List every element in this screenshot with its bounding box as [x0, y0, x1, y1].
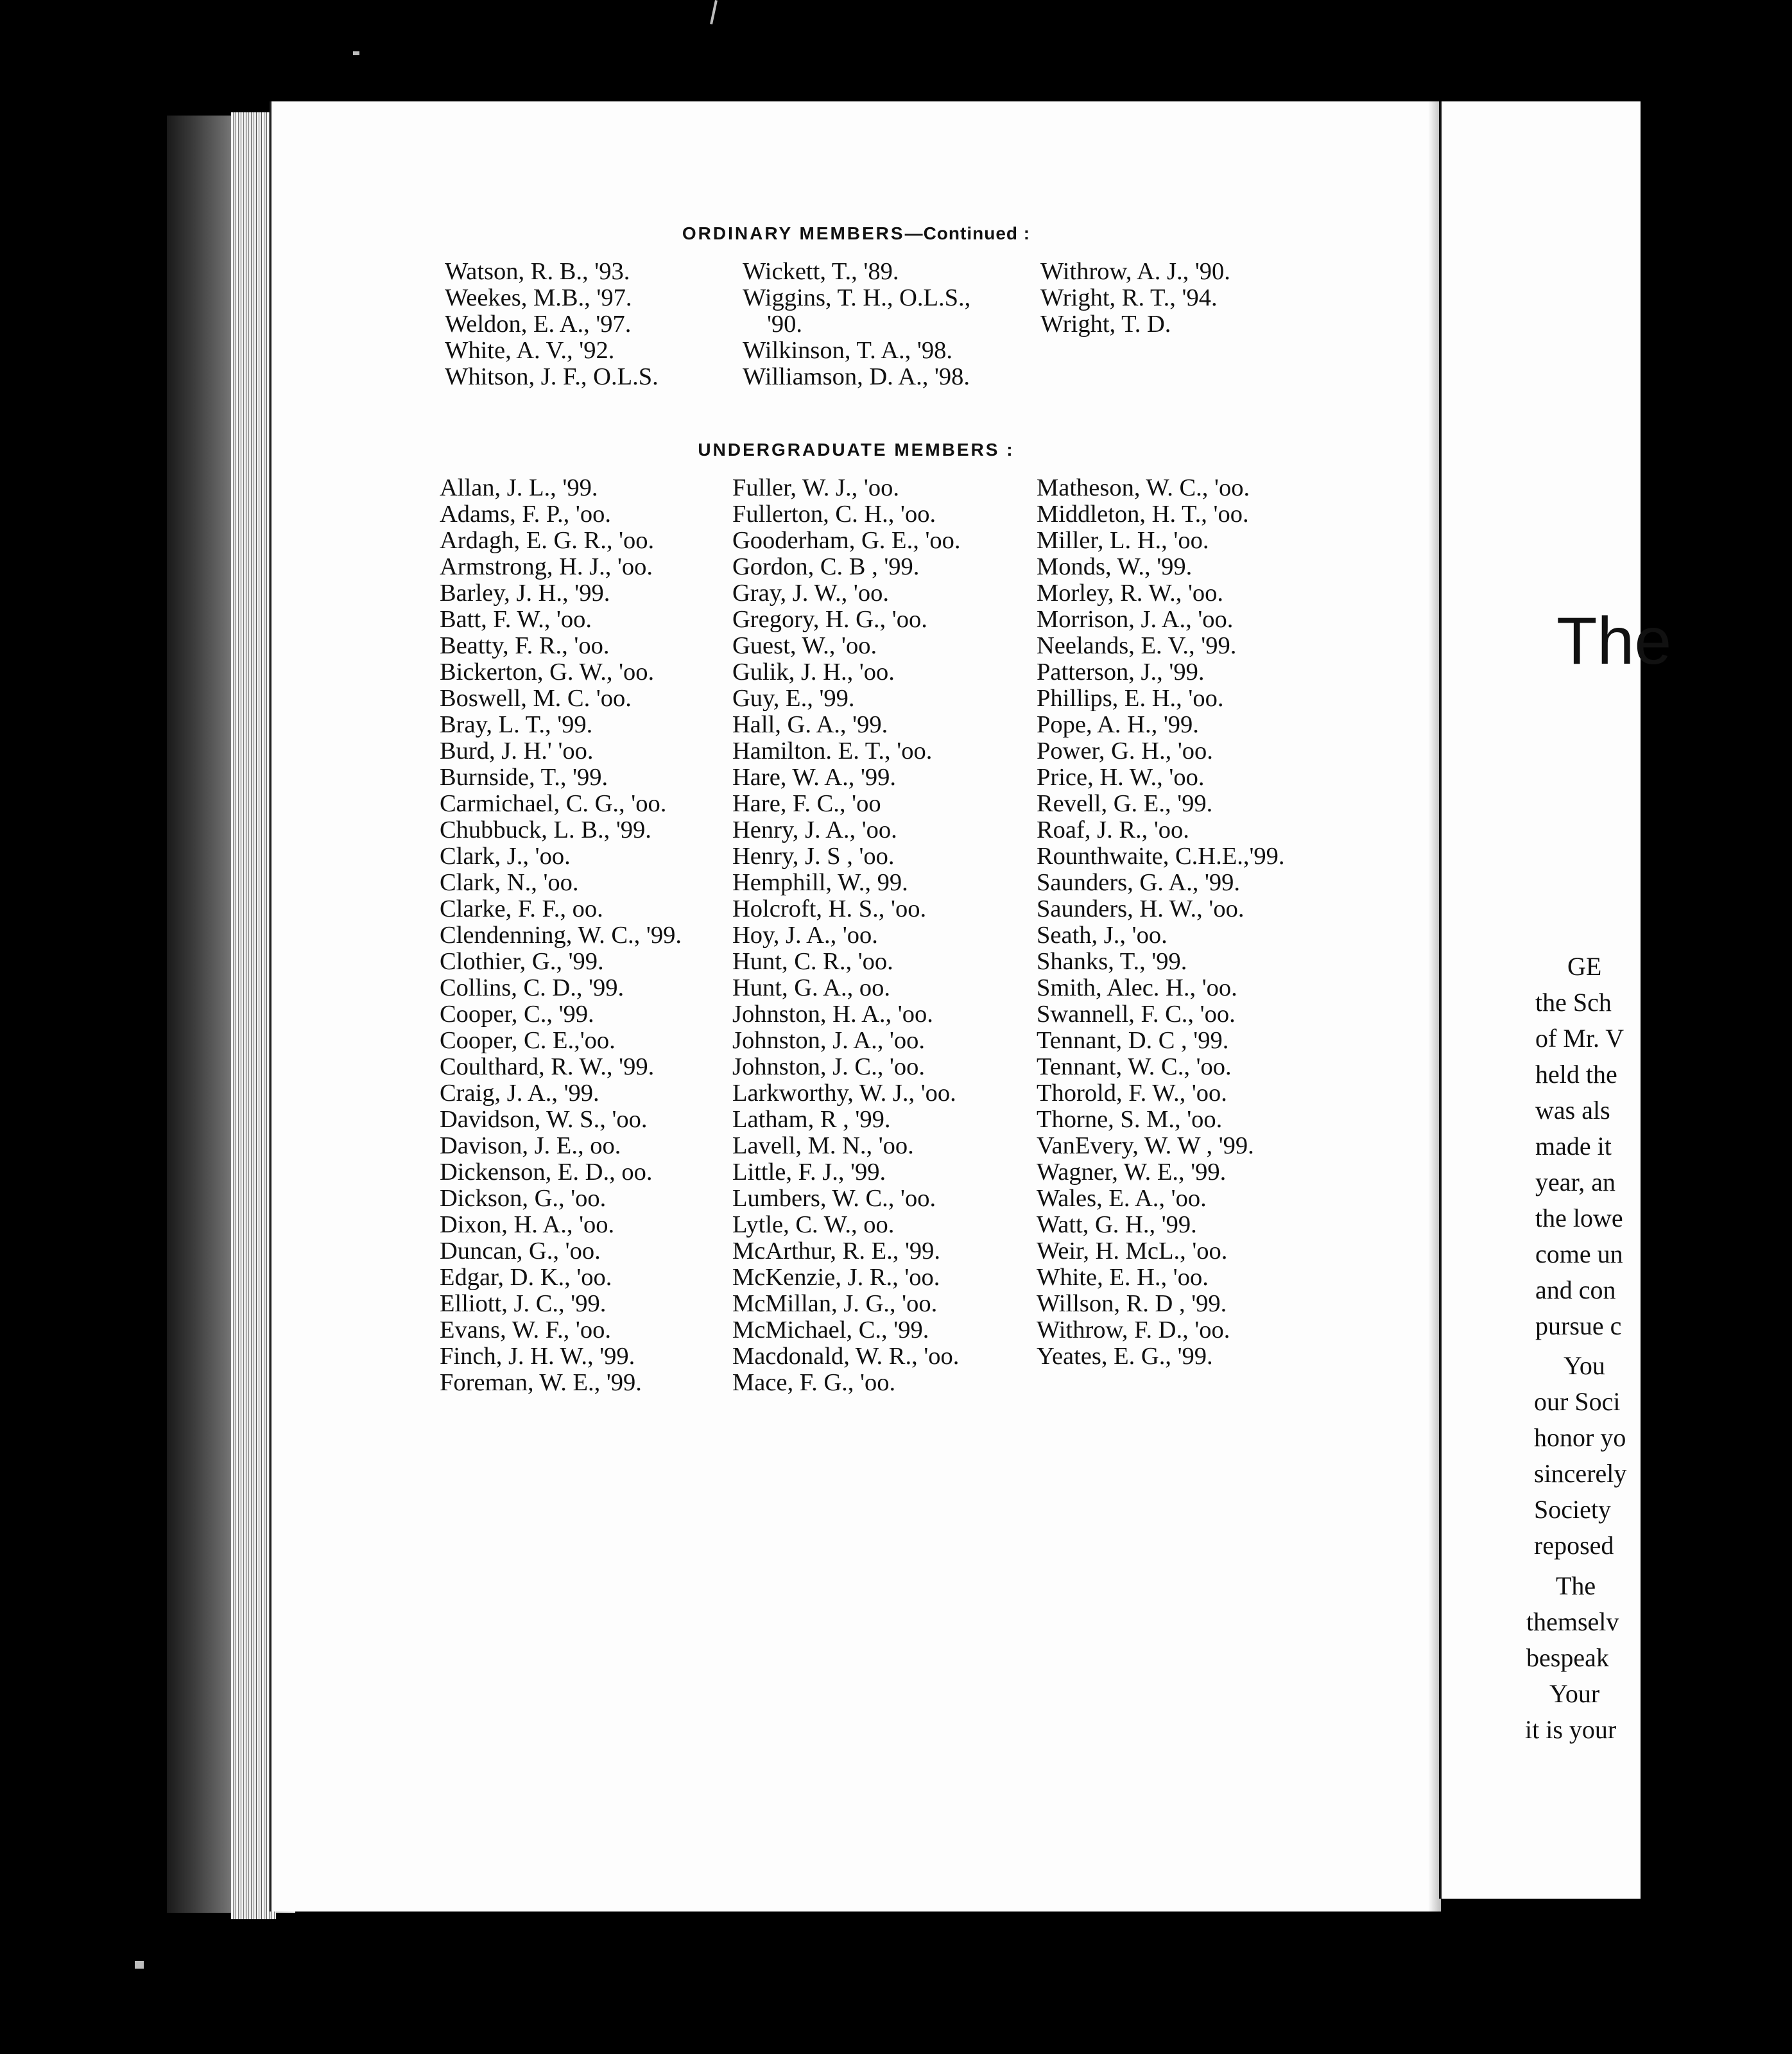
member-entry: Gray, J. W., 'oo. — [732, 580, 889, 607]
member-entry: Hare, W. A., '99. — [732, 764, 897, 791]
member-entry: Craig, J. A., '99. — [440, 1080, 599, 1107]
right-page-text-line: held the — [1535, 1060, 1617, 1089]
right-page-text-line: GE — [1567, 952, 1602, 981]
member-entry: White, E. H., 'oo. — [1037, 1264, 1209, 1291]
member-entry: Burd, J. H.' 'oo. — [440, 738, 594, 764]
member-entry: Clendenning, W. C., '99. — [440, 922, 682, 949]
member-entry: Watt, G. H., '99. — [1037, 1211, 1197, 1238]
member-entry: Dickson, G., 'oo. — [440, 1185, 607, 1212]
member-entry: Pope, A. H., '99. — [1037, 711, 1199, 738]
member-entry: Davison, J. E., oo. — [440, 1132, 621, 1159]
member-entry: Willson, R. D , '99. — [1037, 1290, 1227, 1317]
member-entry: Shanks, T., '99. — [1037, 948, 1187, 975]
member-entry: Collins, C. D., '99. — [440, 974, 625, 1001]
member-entry: Weir, H. McL., 'oo. — [1037, 1238, 1228, 1264]
member-entry: Tennant, W. C., 'oo. — [1037, 1053, 1232, 1080]
member-entry: Clark, N., 'oo. — [440, 869, 579, 896]
member-entry: Henry, J. S , 'oo. — [732, 843, 895, 870]
undergraduate-members-heading: UNDERGRADUATE MEMBERS : — [698, 440, 1015, 460]
member-entry: Adams, F. P., 'oo. — [440, 501, 611, 528]
member-entry: Wickett, T., '89. — [743, 258, 899, 285]
member-entry: Foreman, W. E., '99. — [440, 1369, 642, 1396]
ordinary-heading-continued: —Continued : — [904, 223, 1031, 243]
right-page-text-line: come un — [1535, 1239, 1623, 1268]
member-entry: Beatty, F. R., 'oo. — [440, 632, 610, 659]
member-entry: Barley, J. H., '99. — [440, 580, 610, 607]
member-entry: Cooper, C. E.,'oo. — [440, 1027, 616, 1054]
member-entry: McKenzie, J. R., 'oo. — [732, 1264, 940, 1291]
member-entry: Fullerton, C. H., 'oo. — [732, 501, 936, 528]
member-entry: Hunt, C. R., 'oo. — [732, 948, 893, 975]
right-page-text-line: the lowe — [1535, 1204, 1623, 1232]
member-entry: Tennant, D. C , '99. — [1037, 1027, 1229, 1054]
member-entry: Bray, L. T., '99. — [440, 711, 593, 738]
member-entry: Johnston, H. A., 'oo. — [732, 1001, 933, 1028]
member-entry: Wilkinson, T. A., '98. — [743, 337, 952, 364]
member-entry: Smith, Alec. H., 'oo. — [1037, 974, 1237, 1001]
member-entry: Williamson, D. A., '98. — [743, 363, 970, 390]
member-entry: Roaf, J. R., 'oo. — [1037, 816, 1189, 843]
member-entry: White, A. V., '92. — [445, 337, 615, 364]
member-entry: Hall, G. A., '99. — [732, 711, 888, 738]
member-entry: Price, H. W., 'oo. — [1037, 764, 1205, 791]
right-page-text-line: themselv — [1526, 1607, 1619, 1636]
member-entry: Gooderham, G. E., 'oo. — [732, 527, 961, 554]
member-entry: Lavell, M. N., 'oo. — [732, 1132, 914, 1159]
member-entry: Burnside, T., '99. — [440, 764, 608, 791]
left-page — [270, 101, 1441, 1912]
member-entry: Johnston, J. A., 'oo. — [732, 1027, 926, 1054]
ordinary-column-2 — [743, 259, 1044, 390]
member-entry: Dixon, H. A., 'oo. — [440, 1211, 615, 1238]
member-entry: Saunders, H. W., 'oo. — [1037, 895, 1245, 922]
member-entry: McMillan, J. G., 'oo. — [732, 1290, 938, 1317]
member-entry: Morley, R. W., 'oo. — [1037, 580, 1224, 607]
member-entry: Boswell, M. C. 'oo. — [440, 685, 632, 712]
member-entry: Armstrong, H. J., 'oo. — [440, 553, 653, 580]
right-page-text-line: year, an — [1535, 1168, 1615, 1196]
member-entry: Edgar, D. K., 'oo. — [440, 1264, 612, 1291]
member-entry: Phillips, E. H., 'oo. — [1037, 685, 1224, 712]
member-entry: Monds, W., '99. — [1037, 553, 1193, 580]
member-entry: VanEvery, W. W , '99. — [1037, 1132, 1254, 1159]
member-entry: Morrison, J. A., 'oo. — [1037, 606, 1234, 633]
right-page-text-line: was als — [1535, 1096, 1610, 1125]
member-entry: Wagner, W. E., '99. — [1037, 1159, 1227, 1186]
member-entry: Ardagh, E. G. R., 'oo. — [440, 527, 655, 554]
member-entry: Mace, F. G., 'oo. — [732, 1369, 896, 1396]
member-entry: Wales, E. A., 'oo. — [1037, 1185, 1207, 1212]
member-entry: Thorold, F. W., 'oo. — [1037, 1080, 1227, 1107]
member-entry: Fuller, W. J., 'oo. — [732, 474, 899, 501]
member-entry: Chubbuck, L. B., '99. — [440, 816, 651, 843]
member-entry: Yeates, E. G., '99. — [1037, 1343, 1213, 1370]
member-entry: Hamilton. E. T., 'oo. — [732, 738, 933, 764]
member-entry: McArthur, R. E., '99. — [732, 1238, 941, 1264]
member-entry: Withrow, A. J., '90. — [1040, 258, 1230, 285]
member-entry: Withrow, F. D., 'oo. — [1037, 1316, 1230, 1343]
scan-speck — [353, 51, 359, 55]
member-entry: Power, G. H., 'oo. — [1037, 738, 1213, 764]
right-page-paragraph-2 — [1534, 1348, 1791, 1564]
right-page-paragraph-4 — [1525, 1676, 1782, 1748]
right-page-text-line: bespeak — [1526, 1643, 1609, 1672]
member-entry: '90. — [767, 311, 803, 338]
member-entry: Wiggins, T. H., O.L.S., — [743, 284, 971, 311]
member-entry: Weldon, E. A., '97. — [445, 311, 632, 338]
ordinary-heading-text: ORDINARY MEMBERS — [682, 223, 905, 243]
right-page-text-line: it is your — [1525, 1715, 1617, 1744]
member-entry: Lytle, C. W., oo. — [732, 1211, 895, 1238]
right-page-text-line: sincerely — [1534, 1459, 1627, 1488]
member-entry: Elliott, J. C., '99. — [440, 1290, 607, 1317]
undergraduate-column-2 — [732, 475, 1034, 1396]
member-entry: Hoy, J. A., 'oo. — [732, 922, 878, 949]
right-page-text-line: You — [1564, 1351, 1605, 1380]
member-entry: Latham, R , '99. — [732, 1106, 891, 1133]
right-page-text-line: reposed — [1534, 1531, 1614, 1560]
member-entry: Dickenson, E. D., oo. — [440, 1159, 653, 1186]
scan-speck — [135, 1961, 144, 1969]
member-entry: Henry, J. A., 'oo. — [732, 816, 897, 843]
member-entry: Seath, J., 'oo. — [1037, 922, 1167, 949]
right-page-text-line: our Soci — [1534, 1387, 1621, 1416]
scan-speck — [710, 0, 718, 24]
member-entry: Patterson, J., '99. — [1037, 659, 1205, 686]
member-entry: Weekes, M.B., '97. — [445, 284, 632, 311]
member-entry: Guest, W., 'oo. — [732, 632, 877, 659]
member-entry: Guy, E., '99. — [732, 685, 855, 712]
member-entry: Middleton, H. T., 'oo. — [1037, 501, 1249, 528]
right-page-text-line: made it — [1535, 1132, 1612, 1161]
member-entry: Evans, W. F., 'oo. — [440, 1316, 611, 1343]
member-entry: Saunders, G. A., '99. — [1037, 869, 1241, 896]
member-entry: Revell, G. E., '99. — [1037, 790, 1213, 817]
member-entry: Allan, J. L., '99. — [440, 474, 598, 501]
member-entry: Lumbers, W. C., 'oo. — [732, 1185, 936, 1212]
ordinary-column-3 — [1040, 259, 1342, 338]
undergraduate-column-3 — [1037, 475, 1338, 1370]
member-entry: Clothier, G., '99. — [440, 948, 604, 975]
right-page-text-line: honor yo — [1534, 1423, 1626, 1452]
member-entry: Wright, T. D. — [1040, 311, 1171, 338]
member-entry: Bickerton, G. W., 'oo. — [440, 659, 655, 686]
ordinary-members-heading — [271, 223, 1441, 244]
right-page-text-line: Society — [1534, 1495, 1611, 1524]
member-entry: Watson, R. B., '93. — [445, 258, 630, 285]
member-entry: Hare, F. C., 'oo — [732, 790, 881, 817]
member-entry: Neelands, E. V., '99. — [1037, 632, 1237, 659]
member-entry: Finch, J. H. W., '99. — [440, 1343, 635, 1370]
right-page-text-line: of Mr. V — [1535, 1024, 1624, 1053]
member-entry: Whitson, J. F., O.L.S. — [445, 363, 659, 390]
member-entry: Carmichael, C. G., 'oo. — [440, 790, 667, 817]
member-entry: Holcroft, H. S., 'oo. — [732, 895, 927, 922]
member-entry: Larkworthy, W. J., 'oo. — [732, 1080, 956, 1107]
member-entry: Gregory, H. G., 'oo. — [732, 606, 927, 633]
right-page-paragraph-1 — [1535, 949, 1792, 1344]
member-entry: Duncan, G., 'oo. — [440, 1238, 601, 1264]
member-entry: Hunt, G. A., oo. — [732, 974, 890, 1001]
member-entry: Clarke, F. F., oo. — [440, 895, 603, 922]
ordinary-column-1 — [445, 259, 746, 390]
member-entry: Wright, R. T., '94. — [1040, 284, 1218, 311]
member-entry: Matheson, W. C., 'oo. — [1037, 474, 1250, 501]
right-page-text-line: the Sch — [1535, 988, 1612, 1017]
member-entry: Johnston, J. C., 'oo. — [732, 1053, 926, 1080]
right-page-text-line: The — [1556, 1571, 1596, 1600]
member-entry: Miller, L. H., 'oo. — [1037, 527, 1209, 554]
member-entry: Batt, F. W., 'oo. — [440, 606, 592, 633]
member-entry: Coulthard, R. W., '99. — [440, 1053, 655, 1080]
member-entry: Hemphill, W., 99. — [732, 869, 908, 896]
member-entry: McMichael, C., '99. — [732, 1316, 929, 1343]
member-entry: Little, F. J., '99. — [732, 1159, 886, 1186]
member-entry: Swannell, F. C., 'oo. — [1037, 1001, 1236, 1028]
member-entry: Clark, J., 'oo. — [440, 843, 571, 870]
right-page-heading: The — [1556, 604, 1672, 678]
right-page-text-line: Your — [1549, 1679, 1600, 1708]
undergraduate-column-1 — [440, 475, 741, 1396]
member-entry: Macdonald, W. R., 'oo. — [732, 1343, 960, 1370]
member-entry: Thorne, S. M., 'oo. — [1037, 1106, 1223, 1133]
right-page-text-line: pursue c — [1535, 1311, 1622, 1340]
member-entry: Cooper, C., '99. — [440, 1001, 594, 1028]
right-page-paragraph-3 — [1526, 1568, 1783, 1676]
member-entry: Rounthwaite, C.H.E.,'99. — [1037, 843, 1285, 870]
member-entry: Gulik, J. H., 'oo. — [732, 659, 895, 686]
member-entry: Gordon, C. B , '99. — [732, 553, 920, 580]
member-entry: Davidson, W. S., 'oo. — [440, 1106, 648, 1133]
right-page-text-line: and con — [1535, 1275, 1616, 1304]
